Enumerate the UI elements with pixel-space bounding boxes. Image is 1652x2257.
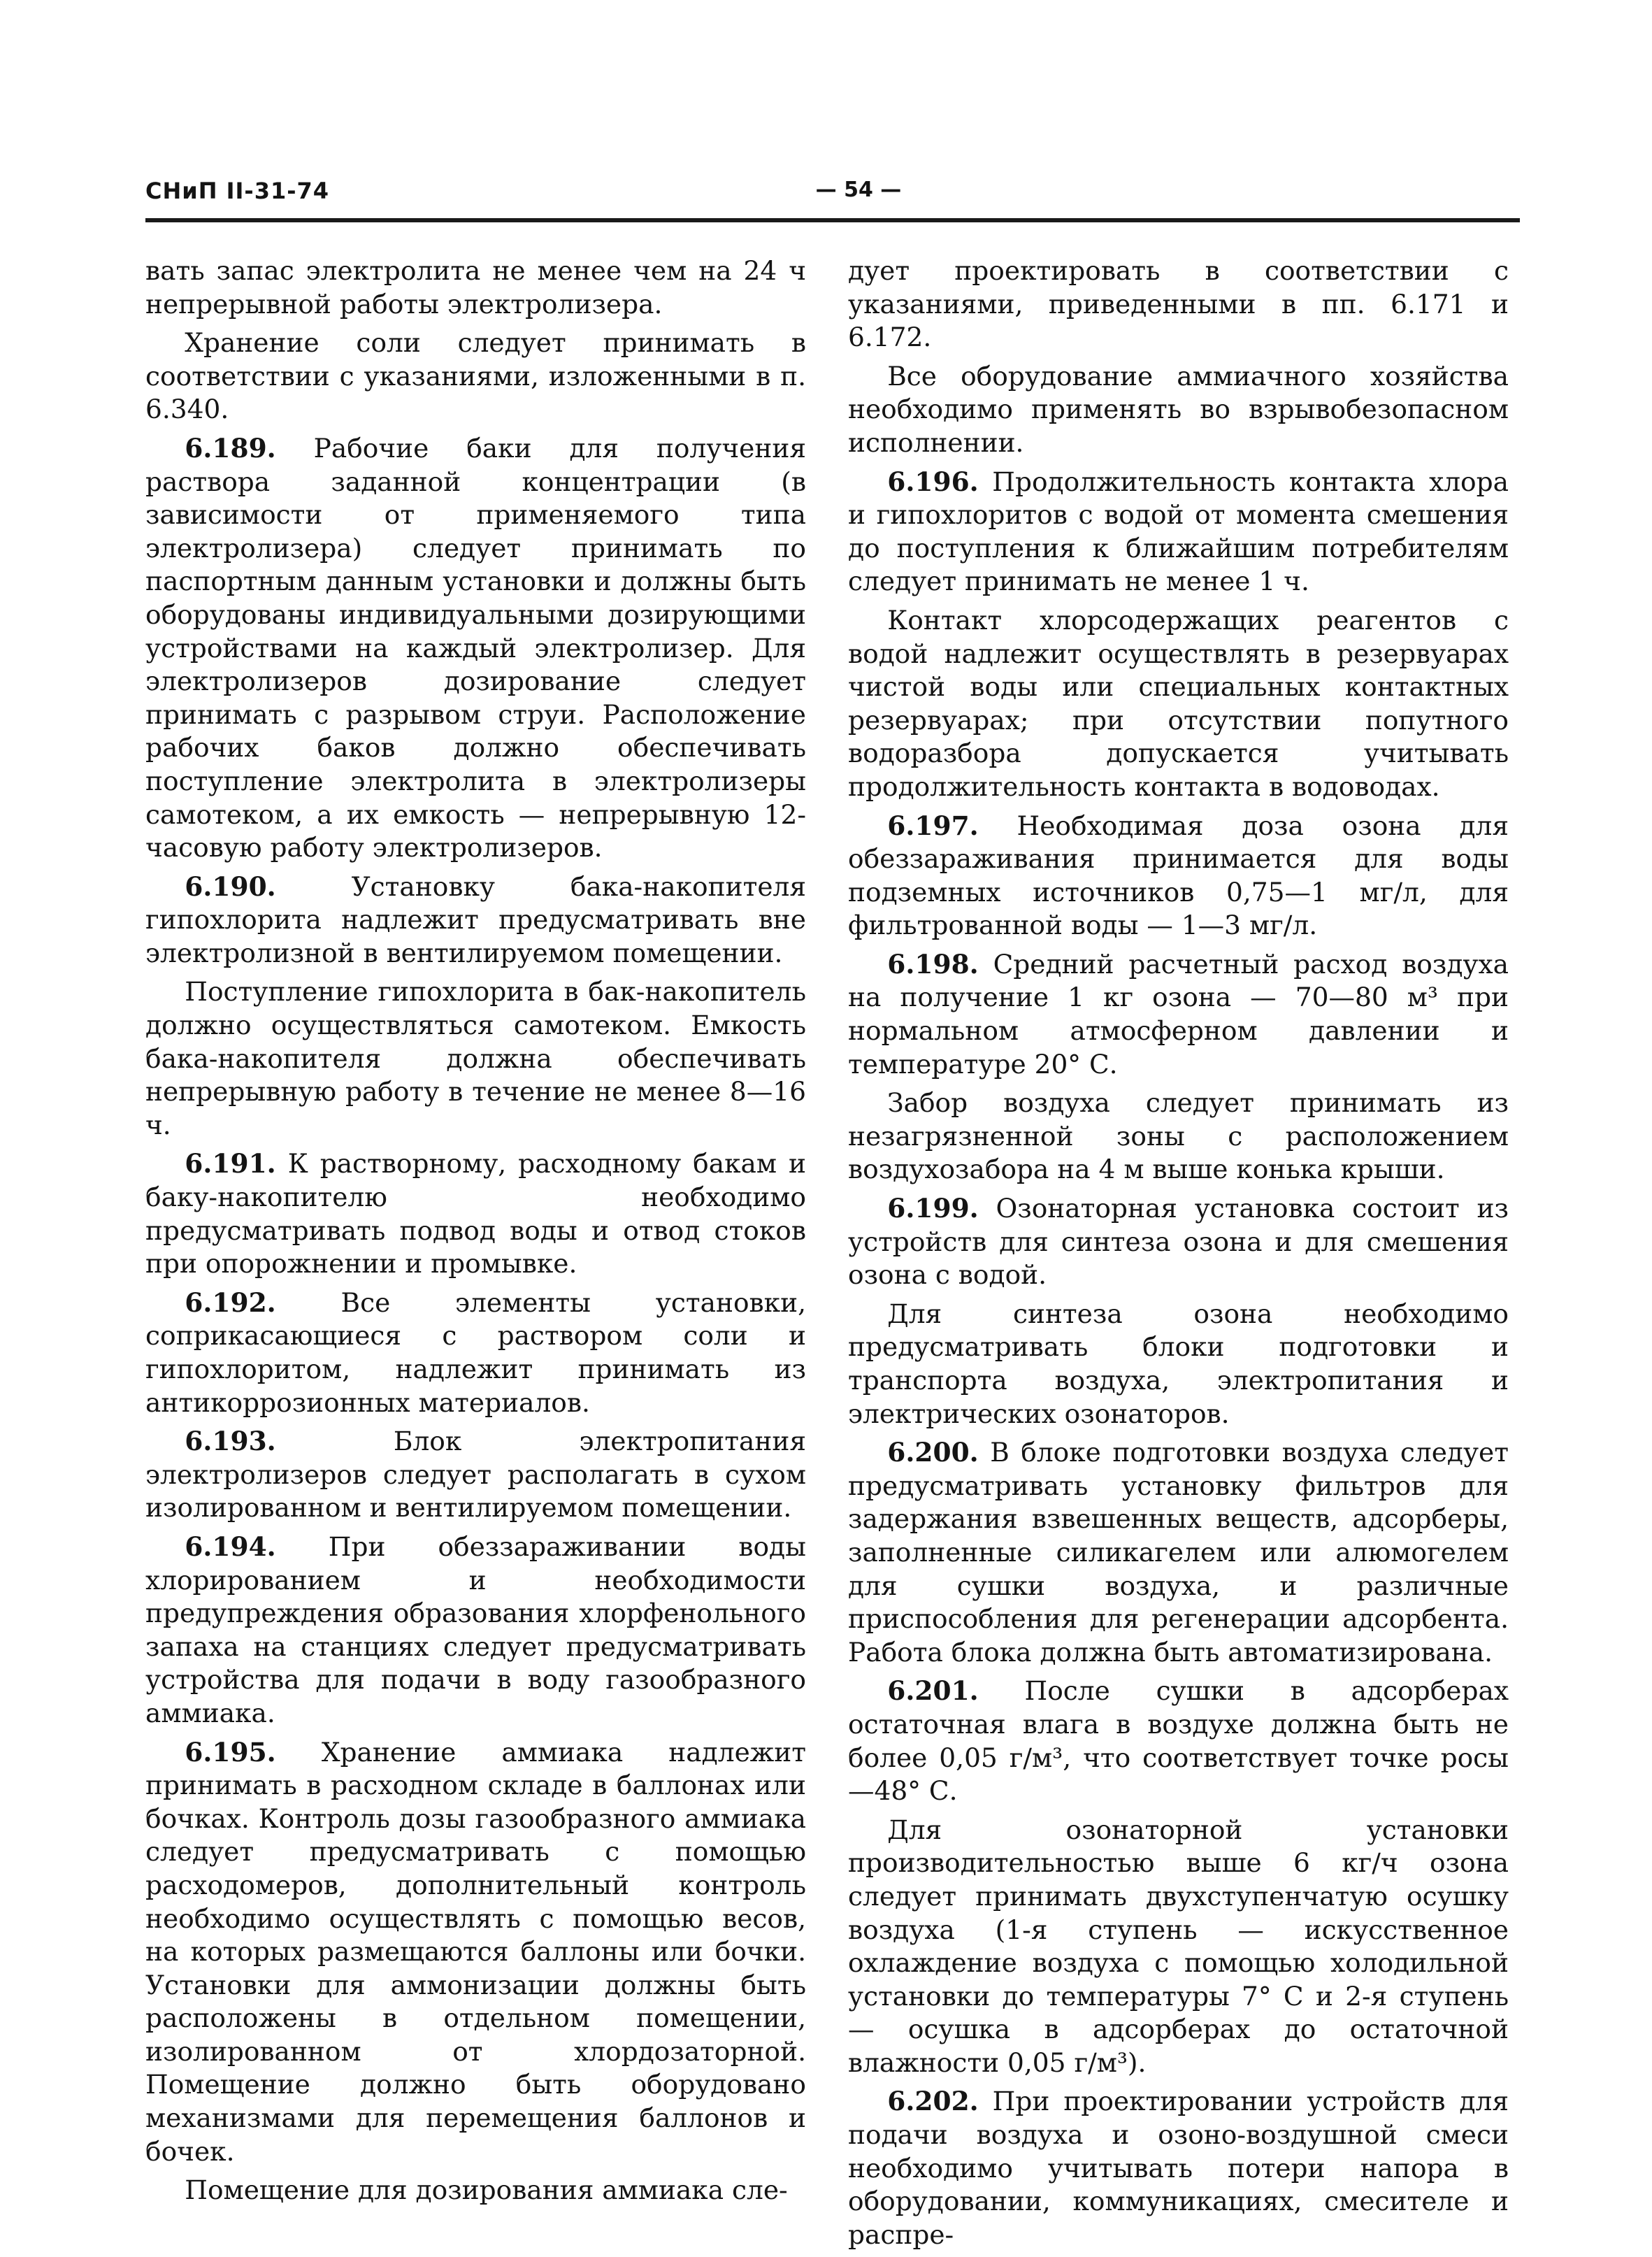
document-code: СНиП II-31-74: [145, 178, 330, 204]
section-number: 6.196.: [887, 466, 979, 497]
section-number: 6.193.: [185, 1426, 276, 1457]
paragraph: [145, 2174, 806, 2207]
paragraph: [848, 1814, 1509, 2080]
paragraph-text: Необходимая доза озона для обеззараживания принимается для воды подземных источников 0,75—1 мг/л, для фильтрованной воды — 1—3 мг/л.: [848, 810, 1509, 941]
paragraph-text: Все элементы установки, соприкасающиеся с раствором соли и гипохлоритом, надлежит принимать из антикоррозионных материалов.: [145, 1287, 806, 1418]
paragraph: [848, 466, 1509, 599]
section-number: 6.201.: [887, 1675, 979, 1707]
paragraph-text: В блоке подготовки воздуха следует предусматривать установку фильтров для задержания взвешенных веществ, адсорберы, заполненные силикагелем или алюмогелем для сушки воздуха, и различные приспособления для регенерации адсорбента. Работа блока должна быть автоматизирована.: [848, 1437, 1509, 1668]
page-number: — 54 —: [815, 178, 902, 202]
paragraph: [848, 1087, 1509, 1187]
paragraph-text: К растворному, расходному бакам и баку-накопителю необходимо предусматривать подвод воды и отвод стоков при опорожнении и промывке.: [145, 1148, 806, 1280]
right-column: [848, 255, 1509, 2257]
paragraph-text: Хранение аммиака надлежит принимать в расходном складе в баллонах или бочках. Контроль дозы газообразного аммиака следует предусматривать с помощью расходомеров, дополнительный контроль необходимо осуществлять с помощью весов, на которых размещаются баллоны или бочки. Установки для аммонизации должны быть расположены в отдельном помещении, изолированном от хлордозаторной. Помещение должно быть оборудовано механизмами для перемещения баллонов и бочек.: [145, 1736, 806, 2167]
header-rule: [145, 218, 1520, 222]
paragraph-text: Хранение соли следует принимать в соответствии с указаниями, изложенными в п. 6.340.: [145, 327, 806, 425]
paragraph: [145, 1736, 806, 2169]
paragraph: [848, 810, 1509, 943]
paragraph: [848, 604, 1509, 804]
section-number: 6.197.: [887, 810, 979, 841]
section-number: 6.198.: [887, 948, 979, 980]
page-header: [145, 175, 1520, 217]
paragraph: [145, 1287, 806, 1419]
paragraph-text: Блок электропитания электролизеров следует располагать в сухом изолированном и вентилируемом помещении.: [145, 1426, 806, 1524]
paragraph-text: Для синтеза озона необходимо предусматривать блоки подготовки и транспорта воздуха, электропитания и электрических озонаторов.: [848, 1298, 1509, 1429]
paragraph-text: Рабочие баки для получения раствора заданной концентрации (в зависимости от применяемого типа электролизера) следует принимать по паспортным данным установки и должны быть оборудованы индивидуальными дозирующими устройствами на каждый электролизер. Для электролизеров дозирование следует принимать с разрывом струи. Расположение рабочих баков должно обеспечивать поступление электролита в электролизеры самотеком, а их емкость — непрерывную 12-часовую работу электролизеров.: [145, 432, 806, 864]
paragraph: [848, 1192, 1509, 1292]
section-number: 6.194.: [185, 1531, 276, 1562]
paragraph-text: дует проектировать в соответствии с указаниями, приведенными в пп. 6.171 и 6.172.: [848, 255, 1509, 353]
paragraph: [848, 2085, 1509, 2251]
paragraph-text: Установку бака-накопителя гипохлорита надлежит предусматривать вне электролизной в вентилируемом помещении.: [145, 870, 806, 968]
paragraph: [145, 1147, 806, 1280]
paragraph-text: Для озонаторной установки производительностью выше 6 кг/ч озона следует принимать двухступенчатую осушку воздуха (1-я ступень — искусственное охлаждение воздуха с помощью холодильной установки до температуры 7° С и 2-я ступень — осушка в адсорберах до остаточной влажности 0,05 г/м³).: [848, 1814, 1509, 2078]
paragraph-text: Озонаторная установка состоит из устройств для синтеза озона и для смешения озона с водой.: [848, 1193, 1509, 1291]
paragraph: [145, 1425, 806, 1525]
section-number: 6.199.: [887, 1193, 979, 1224]
paragraph-text: Помещение для дозирования аммиака сле-: [185, 2174, 788, 2206]
paragraph-text: вать запас электролита не менее чем на 24 ч непрерывной работы электролизера.: [145, 255, 806, 320]
paragraph: [145, 870, 806, 970]
section-number: 6.192.: [185, 1287, 276, 1318]
section-number: 6.200.: [887, 1437, 979, 1468]
left-column: [145, 255, 806, 2213]
paragraph: [145, 975, 806, 1142]
paragraph-text: Все оборудование аммиачного хозяйства необходимо применять во взрывобезопасном исполнении.: [848, 360, 1509, 458]
paragraph-text: Продолжительность контакта хлора и гипохлоритов с водой от момента смешения до поступления к ближайшим потребителям следует принимать не менее 1 ч.: [848, 466, 1509, 597]
paragraph: [848, 1436, 1509, 1669]
paragraph-text: При обеззараживании воды хлорированием и необходимости предупреждения образования хлорфенольного запаха на станциях следует предусматривать устройства для подачи в воду газообразного аммиака.: [145, 1531, 806, 1728]
paragraph: [145, 432, 806, 865]
section-number: 6.202.: [887, 2086, 979, 2117]
section-number: 6.189.: [185, 432, 276, 464]
paragraph-text: Поступление гипохлорита в бак-накопитель должно осуществляться самотеком. Емкость бака-накопителя должна обеспечивать непрерывную работу в течение не менее 8—16 ч.: [145, 976, 806, 1140]
section-number: 6.191.: [185, 1148, 276, 1180]
paragraph: [848, 1298, 1509, 1431]
paragraph: [145, 327, 806, 427]
paragraph: [145, 1531, 806, 1731]
paragraph-text: Контакт хлорсодержащих реагентов с водой надлежит осуществлять в резервуарах чистой воды или специальных контактных резервуарах; при отсутствии попутного водоразбора допускается учитывать продолжительность контакта в водоводах.: [848, 604, 1509, 802]
paragraph-text: Забор воздуха следует принимать из незагрязненной зоны с расположением воздухозабора на 4 м выше конька крыши.: [848, 1087, 1509, 1185]
paragraph: [848, 360, 1509, 460]
paragraph: [145, 255, 806, 321]
paragraph: [848, 1675, 1509, 1807]
section-number: 6.195.: [185, 1736, 276, 1768]
paragraph-text: Средний расчетный расход воздуха на получение 1 кг озона — 70—80 м³ при нормальном атмосферном давлении и температуре 20° С.: [848, 948, 1509, 1080]
section-number: 6.190.: [185, 870, 276, 902]
paragraph-text: При проектировании устройств для подачи воздуха и озоно-воздушной смеси необходимо учитывать потери напора в оборудовании, коммуникациях, смесителе и распре-: [848, 2086, 1509, 2250]
paragraph: [848, 255, 1509, 354]
paragraph-text: После сушки в адсорберах остаточная влага в воздухе должна быть не более 0,05 г/м³, что соответствует точке росы —48° С.: [848, 1675, 1509, 1807]
paragraph: [848, 948, 1509, 1081]
